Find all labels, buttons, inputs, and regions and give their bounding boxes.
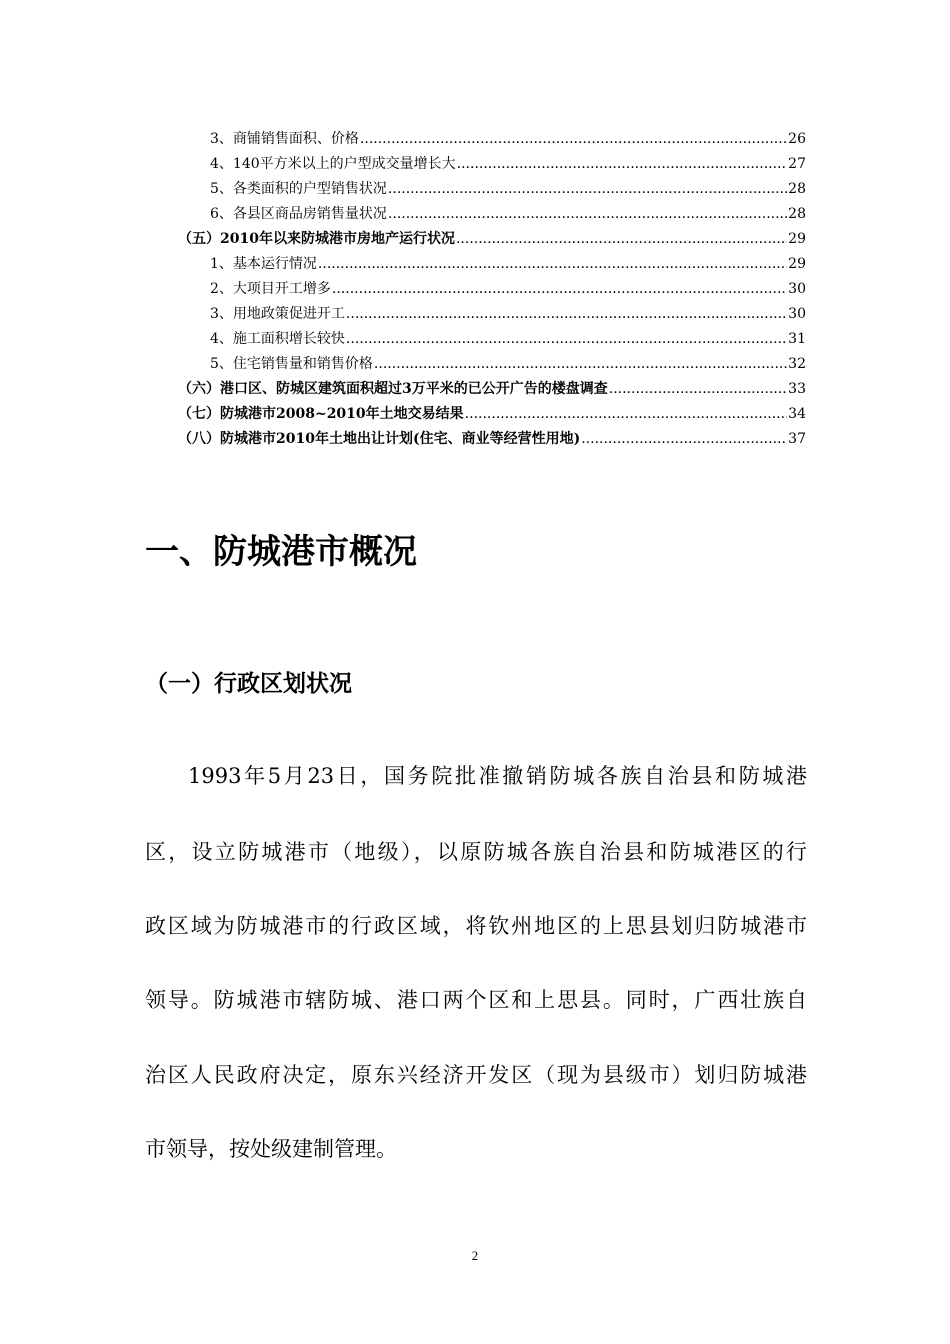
toc-entry[interactable] bbox=[210, 326, 806, 348]
toc-leader-dots bbox=[388, 205, 787, 223]
paragraph-line: 治区人民政府决定，原东兴经济开发区（现为县级市）划归防城港 bbox=[145, 1063, 807, 1087]
toc-entry-page: 29 bbox=[788, 231, 806, 247]
toc-entry-page: 28 bbox=[788, 206, 806, 222]
toc-entry-title: 4、140平方米以上的户型成交量增长大 bbox=[210, 156, 456, 172]
toc-leader-dots bbox=[346, 305, 787, 323]
section-heading: （一）行政区划状况 bbox=[145, 671, 352, 697]
toc-entry-page: 34 bbox=[788, 406, 806, 422]
toc-section-entry[interactable] bbox=[178, 401, 806, 423]
toc-leader-dots bbox=[360, 130, 787, 148]
toc-leader-dots bbox=[388, 180, 787, 198]
toc-section-entry[interactable] bbox=[178, 426, 806, 448]
toc-entry-page: 31 bbox=[788, 331, 806, 347]
toc-entry-page: 30 bbox=[788, 281, 806, 297]
toc-entry-title: 4、施工面积增长较快 bbox=[210, 331, 345, 347]
toc-leader-dots bbox=[581, 430, 787, 448]
toc-entry-title: 1、基本运行情况 bbox=[210, 256, 317, 272]
toc-entry[interactable] bbox=[210, 201, 806, 223]
toc-entry[interactable] bbox=[210, 351, 806, 373]
toc-entry-title: 2、大项目开工增多 bbox=[210, 281, 331, 297]
toc-leader-dots bbox=[346, 330, 787, 348]
paragraph-line: 1993年5月23日，国务院批准撤销防城各族自治县和防城港 bbox=[188, 764, 807, 788]
toc-section-entry[interactable] bbox=[178, 226, 806, 248]
toc-entry[interactable] bbox=[210, 176, 806, 198]
toc-entry-title: 3、商铺销售面积、价格 bbox=[210, 131, 359, 147]
toc-leader-dots bbox=[465, 405, 788, 423]
toc-entry-title: （七）防城港市2008~2010年土地交易结果 bbox=[178, 406, 464, 422]
paragraph-line: 区，设立防城港市（地级），以原防城各族自治县和防城港区的行 bbox=[145, 840, 807, 864]
toc-entry[interactable] bbox=[210, 251, 806, 273]
paragraph-line: 政区域为防城港市的行政区域，将钦州地区的上思县划归防城港市 bbox=[145, 914, 807, 938]
toc-leader-dots bbox=[609, 380, 787, 398]
toc-entry-page: 33 bbox=[788, 381, 806, 397]
toc-entry-title: 3、用地政策促进开工 bbox=[210, 306, 345, 322]
toc-entry-page: 30 bbox=[788, 306, 806, 322]
chapter-heading: 一、防城港市概况 bbox=[145, 532, 417, 572]
toc-leader-dots bbox=[332, 280, 787, 298]
toc-entry-page: 32 bbox=[788, 356, 806, 372]
toc-entry-title: （六）港口区、防城区建筑面积超过3万平米的已公开广告的楼盘调查 bbox=[178, 381, 608, 397]
toc-entry-page: 26 bbox=[788, 131, 806, 147]
toc-leader-dots bbox=[456, 230, 787, 248]
toc-leader-dots bbox=[374, 355, 787, 373]
toc-entry-title: 5、各类面积的户型销售状况 bbox=[210, 181, 387, 197]
page-number: 2 bbox=[471, 1248, 479, 1263]
toc-entry[interactable] bbox=[210, 301, 806, 323]
toc-entry-page: 37 bbox=[788, 431, 806, 447]
toc-entry-page: 27 bbox=[788, 156, 806, 172]
paragraph-line: 市领导，按处级建制管理。 bbox=[145, 1137, 397, 1161]
toc-entry-title: （五）2010年以来防城港市房地产运行状况 bbox=[178, 231, 455, 247]
toc-entry[interactable] bbox=[210, 151, 806, 173]
toc-entry-title: （八）防城港市2010年土地出让计划(住宅、商业等经营性用地) bbox=[178, 431, 581, 447]
toc-entry-title: 5、住宅销售量和销售价格 bbox=[210, 356, 373, 372]
toc-entry-page: 28 bbox=[788, 181, 806, 197]
toc-section-entry[interactable] bbox=[178, 376, 806, 398]
toc-leader-dots bbox=[457, 155, 788, 173]
paragraph-line: 领导。防城港市辖防城、港口两个区和上思县。同时，广西壮族自 bbox=[145, 988, 807, 1012]
toc-entry[interactable] bbox=[210, 276, 806, 298]
toc-entry[interactable] bbox=[210, 126, 806, 148]
toc-entry-page: 29 bbox=[788, 256, 806, 272]
toc-entry-title: 6、各县区商品房销售量状况 bbox=[210, 206, 387, 222]
toc-leader-dots bbox=[318, 255, 787, 273]
